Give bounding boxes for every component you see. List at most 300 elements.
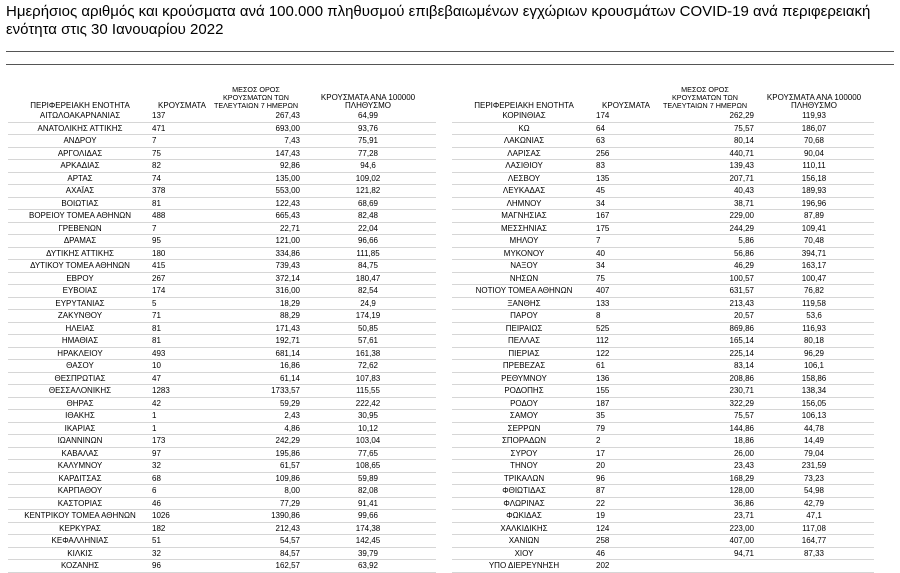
per100k-cell: 24,9 bbox=[300, 297, 436, 310]
region-cell: ΡΟΔΟΥ bbox=[452, 397, 596, 410]
region-cell: ΞΑΝΘΗΣ bbox=[452, 297, 596, 310]
header-cases: ΚΡΟΥΣΜΑΤΑ bbox=[602, 101, 650, 110]
avg7-cell: 1733,57 bbox=[212, 385, 300, 398]
table-row bbox=[452, 172, 874, 185]
table-row bbox=[452, 285, 874, 298]
per100k-cell: 180,47 bbox=[300, 272, 436, 285]
avg7-cell: 1390,86 bbox=[212, 510, 300, 523]
cases-cell: 7 bbox=[152, 222, 212, 235]
avg7-cell: 59,29 bbox=[212, 397, 300, 410]
per100k-cell: 39,79 bbox=[300, 547, 436, 560]
cases-cell: 22 bbox=[596, 497, 656, 510]
avg7-cell: 195,86 bbox=[212, 447, 300, 460]
cases-cell: 95 bbox=[152, 235, 212, 248]
table-row bbox=[8, 235, 436, 248]
avg7-cell: 56,86 bbox=[656, 247, 754, 260]
region-cell: ΝΟΤΙΟΥ ΤΟΜΕΑ ΑΘΗΝΩΝ bbox=[452, 285, 596, 298]
per100k-cell: 107,83 bbox=[300, 372, 436, 385]
region-cell: ΠΙΕΡΙΑΣ bbox=[452, 347, 596, 360]
cases-cell: 187 bbox=[596, 397, 656, 410]
left-table bbox=[8, 86, 436, 573]
table-row bbox=[8, 110, 436, 122]
per100k-cell: 121,82 bbox=[300, 185, 436, 198]
cases-cell: 174 bbox=[596, 110, 656, 122]
region-cell: ΖΑΚΥΝΘΟΥ bbox=[8, 310, 152, 323]
table-row bbox=[8, 497, 436, 510]
per100k-cell: 64,99 bbox=[300, 110, 436, 122]
per100k-cell: 70,68 bbox=[754, 135, 874, 148]
per100k-cell: 222,42 bbox=[300, 397, 436, 410]
cases-cell: 71 bbox=[152, 310, 212, 323]
region-cell: ΦΛΩΡΙΝΑΣ bbox=[452, 497, 596, 510]
region-cell: ΠΡΕΒΕΖΑΣ bbox=[452, 360, 596, 373]
region-cell: ΤΗΝΟΥ bbox=[452, 460, 596, 473]
region-cell: ΑΝΔΡΟΥ bbox=[8, 135, 152, 148]
cases-cell: 45 bbox=[596, 185, 656, 198]
avg7-cell: 242,29 bbox=[212, 435, 300, 448]
per100k-cell: 108,65 bbox=[300, 460, 436, 473]
avg7-cell: 144,86 bbox=[656, 422, 754, 435]
table-row bbox=[8, 460, 436, 473]
cases-cell: 61 bbox=[596, 360, 656, 373]
avg7-cell: 16,86 bbox=[212, 360, 300, 373]
region-cell: ΙΘΑΚΗΣ bbox=[8, 410, 152, 423]
per100k-cell: 156,18 bbox=[754, 172, 874, 185]
region-cell: ΛΕΣΒΟΥ bbox=[452, 172, 596, 185]
table-row bbox=[452, 122, 874, 135]
per100k-cell bbox=[754, 560, 874, 573]
avg7-cell: 40,43 bbox=[656, 185, 754, 198]
region-cell: ΜΗΛΟΥ bbox=[452, 235, 596, 248]
avg7-cell: 681,14 bbox=[212, 347, 300, 360]
per100k-cell: 164,77 bbox=[754, 535, 874, 548]
avg7-cell: 665,43 bbox=[212, 210, 300, 223]
cases-cell: 7 bbox=[152, 135, 212, 148]
table-row bbox=[452, 460, 874, 473]
region-cell: ΡΟΔΟΠΗΣ bbox=[452, 385, 596, 398]
table-row bbox=[8, 260, 436, 273]
region-cell: ΕΥΡΥΤΑΝΙΑΣ bbox=[8, 297, 152, 310]
avg7-cell: 267,43 bbox=[212, 110, 300, 122]
avg7-cell: 7,43 bbox=[212, 135, 300, 148]
avg7-cell: 94,71 bbox=[656, 547, 754, 560]
avg7-cell: 54,57 bbox=[212, 535, 300, 548]
region-cell: ΛΑΣΙΘΙΟΥ bbox=[452, 160, 596, 173]
table-row bbox=[8, 285, 436, 298]
table-row bbox=[8, 522, 436, 535]
avg7-cell: 38,71 bbox=[656, 197, 754, 210]
table-row bbox=[8, 547, 436, 560]
cases-cell: 1 bbox=[152, 422, 212, 435]
avg7-cell: 262,29 bbox=[656, 110, 754, 122]
cases-cell: 378 bbox=[152, 185, 212, 198]
table-row bbox=[8, 122, 436, 135]
cases-cell: 493 bbox=[152, 347, 212, 360]
table-row bbox=[452, 335, 874, 348]
region-cell: ΦΩΚΙΔΑΣ bbox=[452, 510, 596, 523]
region-cell: ΑΝΑΤΟΛΙΚΗΣ ΑΤΤΙΚΗΣ bbox=[8, 122, 152, 135]
table-row bbox=[452, 547, 874, 560]
region-cell: ΣΠΟΡΑΔΩΝ bbox=[452, 435, 596, 448]
table-row bbox=[452, 322, 874, 335]
per100k-cell: 99,66 bbox=[300, 510, 436, 523]
region-cell: ΔΥΤΙΚΟΥ ΤΟΜΕΑ ΑΘΗΝΩΝ bbox=[8, 260, 152, 273]
region-cell: ΛΗΜΝΟΥ bbox=[452, 197, 596, 210]
region-cell: ΕΥΒΟΙΑΣ bbox=[8, 285, 152, 298]
table-row bbox=[452, 385, 874, 398]
table-row bbox=[8, 560, 436, 573]
per100k-cell: 161,38 bbox=[300, 347, 436, 360]
region-cell: ΚΑΣΤΟΡΙΑΣ bbox=[8, 497, 152, 510]
cases-cell: 1283 bbox=[152, 385, 212, 398]
avg7-cell: 88,29 bbox=[212, 310, 300, 323]
avg7-cell: 109,86 bbox=[212, 472, 300, 485]
per100k-cell: 231,59 bbox=[754, 460, 874, 473]
region-cell: ΙΚΑΡΙΑΣ bbox=[8, 422, 152, 435]
region-cell: ΛΑΡΙΣΑΣ bbox=[452, 147, 596, 160]
table-row bbox=[8, 322, 436, 335]
table-row bbox=[8, 397, 436, 410]
per100k-cell: 91,41 bbox=[300, 497, 436, 510]
per100k-cell: 100,47 bbox=[754, 272, 874, 285]
per100k-cell: 72,62 bbox=[300, 360, 436, 373]
avg7-cell: 18,29 bbox=[212, 297, 300, 310]
right-table bbox=[452, 86, 874, 573]
per100k-cell: 115,55 bbox=[300, 385, 436, 398]
cases-cell: 133 bbox=[596, 297, 656, 310]
cases-cell: 256 bbox=[596, 147, 656, 160]
per100k-cell: 68,69 bbox=[300, 197, 436, 210]
header-per100k: ΚΡΟΥΣΜΑΤΑ ΑΝΑ 100000 ΠΛΗΘΥΣΜΟ bbox=[766, 93, 862, 110]
region-cell: ΤΡΙΚΑΛΩΝ bbox=[452, 472, 596, 485]
region-cell: ΘΗΡΑΣ bbox=[8, 397, 152, 410]
cases-cell: 75 bbox=[596, 272, 656, 285]
table-row bbox=[8, 247, 436, 260]
avg7-cell: 631,57 bbox=[656, 285, 754, 298]
table-row bbox=[452, 435, 874, 448]
table-row bbox=[8, 422, 436, 435]
cases-cell: 10 bbox=[152, 360, 212, 373]
avg7-cell: 77,29 bbox=[212, 497, 300, 510]
per100k-cell: 174,19 bbox=[300, 310, 436, 323]
table-row bbox=[452, 397, 874, 410]
cases-cell: 173 bbox=[152, 435, 212, 448]
avg7-cell: 23,71 bbox=[656, 510, 754, 523]
avg7-cell: 128,00 bbox=[656, 485, 754, 498]
avg7-cell: 223,00 bbox=[656, 522, 754, 535]
header-per100k: ΚΡΟΥΣΜΑΤΑ ΑΝΑ 100000 ΠΛΗΘΥΣΜΟ bbox=[320, 93, 416, 110]
per100k-cell: 93,76 bbox=[300, 122, 436, 135]
per100k-cell: 196,96 bbox=[754, 197, 874, 210]
per100k-cell: 44,78 bbox=[754, 422, 874, 435]
region-cell: ΧΑΝΙΩΝ bbox=[452, 535, 596, 548]
avg7-cell: 61,14 bbox=[212, 372, 300, 385]
avg7-cell: 2,43 bbox=[212, 410, 300, 423]
table-row bbox=[8, 410, 436, 423]
avg7-cell: 334,86 bbox=[212, 247, 300, 260]
avg7-cell: 83,14 bbox=[656, 360, 754, 373]
header-region: ΠΕΡΙΦΕΡΕΙΑΚΗ ΕΝΟΤΗΤΑ bbox=[30, 101, 130, 110]
cases-cell: 46 bbox=[596, 547, 656, 560]
per100k-cell: 138,34 bbox=[754, 385, 874, 398]
cases-cell: 182 bbox=[152, 522, 212, 535]
per100k-cell: 142,45 bbox=[300, 535, 436, 548]
cases-cell: 135 bbox=[596, 172, 656, 185]
cases-cell: 488 bbox=[152, 210, 212, 223]
per100k-cell: 96,29 bbox=[754, 347, 874, 360]
cases-cell: 20 bbox=[596, 460, 656, 473]
per100k-cell: 119,93 bbox=[754, 110, 874, 122]
right-table-body bbox=[452, 110, 874, 572]
region-cell: ΣΥΡΟΥ bbox=[452, 447, 596, 460]
region-cell: ΓΡΕΒΕΝΩΝ bbox=[8, 222, 152, 235]
per100k-cell: 77,28 bbox=[300, 147, 436, 160]
per100k-cell: 82,48 bbox=[300, 210, 436, 223]
table-row bbox=[8, 485, 436, 498]
table-row bbox=[8, 310, 436, 323]
avg7-cell: 229,00 bbox=[656, 210, 754, 223]
table-row bbox=[452, 235, 874, 248]
per100k-cell: 186,07 bbox=[754, 122, 874, 135]
region-cell: ΗΡΑΚΛΕΙΟΥ bbox=[8, 347, 152, 360]
table-row bbox=[8, 272, 436, 285]
table-row bbox=[8, 447, 436, 460]
cases-cell: 63 bbox=[596, 135, 656, 148]
per100k-cell: 163,17 bbox=[754, 260, 874, 273]
avg7-cell: 225,14 bbox=[656, 347, 754, 360]
cases-cell: 1026 bbox=[152, 510, 212, 523]
per100k-cell: 116,93 bbox=[754, 322, 874, 335]
avg7-cell: 171,43 bbox=[212, 322, 300, 335]
table-row bbox=[8, 335, 436, 348]
per100k-cell: 80,18 bbox=[754, 335, 874, 348]
table-row bbox=[8, 172, 436, 185]
table-row bbox=[452, 372, 874, 385]
cases-cell: 81 bbox=[152, 335, 212, 348]
header-avg7: ΜΕΣΟΣ ΟΡΟΣ ΚΡΟΥΣΜΑΤΩΝ ΤΩΝ ΤΕΛΕΥΤΑΙΩΝ 7 ΗΜΕΡΩΝ bbox=[213, 85, 299, 110]
region-cell: ΔΡΑΜΑΣ bbox=[8, 235, 152, 248]
region-cell: ΚΕΡΚΥΡΑΣ bbox=[8, 522, 152, 535]
cases-cell: 5 bbox=[152, 297, 212, 310]
per100k-cell: 158,86 bbox=[754, 372, 874, 385]
region-cell: ΘΕΣΣΑΛΟΝΙΚΗΣ bbox=[8, 385, 152, 398]
table-row bbox=[452, 410, 874, 423]
table-row bbox=[8, 360, 436, 373]
per100k-cell: 30,95 bbox=[300, 410, 436, 423]
region-cell: ΚΑΡΔΙΤΣΑΣ bbox=[8, 472, 152, 485]
region-cell: ΝΑΞΟΥ bbox=[452, 260, 596, 273]
avg7-cell: 207,71 bbox=[656, 172, 754, 185]
cases-cell: 46 bbox=[152, 497, 212, 510]
cases-cell: 167 bbox=[596, 210, 656, 223]
region-cell: ΚΑΛΥΜΝΟΥ bbox=[8, 460, 152, 473]
region-cell: ΚΑΡΠΑΘΟΥ bbox=[8, 485, 152, 498]
cases-cell: 267 bbox=[152, 272, 212, 285]
cases-cell: 96 bbox=[596, 472, 656, 485]
table-row bbox=[452, 510, 874, 523]
cases-cell: 64 bbox=[596, 122, 656, 135]
cases-cell: 32 bbox=[152, 547, 212, 560]
avg7-cell bbox=[656, 560, 754, 573]
table-row bbox=[452, 447, 874, 460]
cases-cell: 258 bbox=[596, 535, 656, 548]
region-cell: ΑΡΤΑΣ bbox=[8, 172, 152, 185]
avg7-cell: 100,57 bbox=[656, 272, 754, 285]
per100k-cell: 109,02 bbox=[300, 172, 436, 185]
cases-cell: 97 bbox=[152, 447, 212, 460]
region-cell: ΚΩ bbox=[452, 122, 596, 135]
avg7-cell: 18,86 bbox=[656, 435, 754, 448]
table-row bbox=[452, 272, 874, 285]
cases-cell: 34 bbox=[596, 197, 656, 210]
cases-cell: 8 bbox=[596, 310, 656, 323]
cases-cell: 35 bbox=[596, 410, 656, 423]
table-row bbox=[452, 422, 874, 435]
avg7-cell: 553,00 bbox=[212, 185, 300, 198]
cases-cell: 136 bbox=[596, 372, 656, 385]
avg7-cell: 121,00 bbox=[212, 235, 300, 248]
cases-cell: 7 bbox=[596, 235, 656, 248]
region-cell: ΦΘΙΩΤΙΔΑΣ bbox=[452, 485, 596, 498]
per100k-cell: 76,82 bbox=[754, 285, 874, 298]
avg7-cell: 168,29 bbox=[656, 472, 754, 485]
per100k-cell: 57,61 bbox=[300, 335, 436, 348]
per100k-cell: 42,79 bbox=[754, 497, 874, 510]
per100k-cell: 70,48 bbox=[754, 235, 874, 248]
region-cell: ΑΡΓΟΛΙΔΑΣ bbox=[8, 147, 152, 160]
avg7-cell: 36,86 bbox=[656, 497, 754, 510]
avg7-cell: 212,43 bbox=[212, 522, 300, 535]
region-cell: ΘΕΣΠΡΩΤΙΑΣ bbox=[8, 372, 152, 385]
per100k-cell: 10,12 bbox=[300, 422, 436, 435]
cases-cell: 415 bbox=[152, 260, 212, 273]
per100k-cell: 111,85 bbox=[300, 247, 436, 260]
region-cell: ΜΕΣΣΗΝΙΑΣ bbox=[452, 222, 596, 235]
avg7-cell: 440,71 bbox=[656, 147, 754, 160]
table-row bbox=[452, 222, 874, 235]
region-cell: ΒΟΙΩΤΙΑΣ bbox=[8, 197, 152, 210]
table-row bbox=[452, 310, 874, 323]
per100k-cell: 75,91 bbox=[300, 135, 436, 148]
table-row bbox=[452, 347, 874, 360]
region-cell: ΑΡΚΑΔΙΑΣ bbox=[8, 160, 152, 173]
region-cell: ΚΟΖΑΝΗΣ bbox=[8, 560, 152, 573]
region-cell: ΗΜΑΘΙΑΣ bbox=[8, 335, 152, 348]
cases-cell: 17 bbox=[596, 447, 656, 460]
table-row bbox=[8, 197, 436, 210]
header-cases: ΚΡΟΥΣΜΑΤΑ bbox=[158, 101, 206, 110]
cases-cell: 83 bbox=[596, 160, 656, 173]
region-cell: ΣΑΜΟΥ bbox=[452, 410, 596, 423]
table-row bbox=[8, 372, 436, 385]
table-row bbox=[452, 560, 874, 573]
avg7-cell: 208,86 bbox=[656, 372, 754, 385]
per100k-cell: 53,6 bbox=[754, 310, 874, 323]
region-cell: ΕΒΡΟΥ bbox=[8, 272, 152, 285]
region-cell: ΚΟΡΙΝΘΙΑΣ bbox=[452, 110, 596, 122]
cases-cell: 137 bbox=[152, 110, 212, 122]
table-row bbox=[452, 260, 874, 273]
table-row bbox=[8, 510, 436, 523]
avg7-cell: 80,14 bbox=[656, 135, 754, 148]
avg7-cell: 61,57 bbox=[212, 460, 300, 473]
cases-cell: 6 bbox=[152, 485, 212, 498]
cases-cell: 87 bbox=[596, 485, 656, 498]
per100k-cell: 47,1 bbox=[754, 510, 874, 523]
per100k-cell: 54,98 bbox=[754, 485, 874, 498]
avg7-cell: 122,43 bbox=[212, 197, 300, 210]
table-row bbox=[452, 147, 874, 160]
per100k-cell: 189,93 bbox=[754, 185, 874, 198]
per100k-cell: 79,04 bbox=[754, 447, 874, 460]
avg7-cell: 230,71 bbox=[656, 385, 754, 398]
avg7-cell: 316,00 bbox=[212, 285, 300, 298]
table-row bbox=[8, 472, 436, 485]
region-cell: ΛΑΚΩΝΙΑΣ bbox=[452, 135, 596, 148]
region-cell: ΥΠΟ ΔΙΕΡΕΥΝΗΣΗ bbox=[452, 560, 596, 573]
table-row bbox=[452, 360, 874, 373]
per100k-cell: 90,04 bbox=[754, 147, 874, 160]
per100k-cell: 14,49 bbox=[754, 435, 874, 448]
per100k-cell: 22,04 bbox=[300, 222, 436, 235]
cases-cell: 34 bbox=[596, 260, 656, 273]
cases-cell: 42 bbox=[152, 397, 212, 410]
avg7-cell: 147,43 bbox=[212, 147, 300, 160]
table-row bbox=[8, 135, 436, 148]
per100k-cell: 103,04 bbox=[300, 435, 436, 448]
avg7-cell: 23,43 bbox=[656, 460, 754, 473]
region-cell: ΑΧΑΪΑΣ bbox=[8, 185, 152, 198]
table-row bbox=[452, 185, 874, 198]
per100k-cell: 87,33 bbox=[754, 547, 874, 560]
region-cell: ΘΑΣΟΥ bbox=[8, 360, 152, 373]
table-row bbox=[452, 485, 874, 498]
avg7-cell: 92,86 bbox=[212, 160, 300, 173]
left-table-body bbox=[8, 110, 436, 572]
region-cell: ΔΥΤΙΚΗΣ ΑΤΤΙΚΗΣ bbox=[8, 247, 152, 260]
cases-cell: 51 bbox=[152, 535, 212, 548]
per100k-cell: 50,85 bbox=[300, 322, 436, 335]
cases-cell: 155 bbox=[596, 385, 656, 398]
region-cell: ΝΗΣΩΝ bbox=[452, 272, 596, 285]
avg7-cell: 75,57 bbox=[656, 122, 754, 135]
table-row bbox=[8, 210, 436, 223]
cases-cell: 112 bbox=[596, 335, 656, 348]
cases-cell: 47 bbox=[152, 372, 212, 385]
cases-cell: 74 bbox=[152, 172, 212, 185]
region-cell: ΙΩΑΝΝΙΝΩΝ bbox=[8, 435, 152, 448]
per100k-cell: 63,92 bbox=[300, 560, 436, 573]
avg7-cell: 372,14 bbox=[212, 272, 300, 285]
table-row bbox=[8, 535, 436, 548]
per100k-cell: 117,08 bbox=[754, 522, 874, 535]
cases-cell: 471 bbox=[152, 122, 212, 135]
per100k-cell: 73,23 bbox=[754, 472, 874, 485]
avg7-cell: 165,14 bbox=[656, 335, 754, 348]
table-row bbox=[452, 135, 874, 148]
per100k-cell: 109,41 bbox=[754, 222, 874, 235]
per100k-cell: 77,65 bbox=[300, 447, 436, 460]
top-divider bbox=[6, 51, 894, 52]
cases-cell: 40 bbox=[596, 247, 656, 260]
cases-cell: 1 bbox=[152, 410, 212, 423]
avg7-cell: 693,00 bbox=[212, 122, 300, 135]
avg7-cell: 192,71 bbox=[212, 335, 300, 348]
cases-cell: 19 bbox=[596, 510, 656, 523]
table-row bbox=[452, 160, 874, 173]
cases-cell: 75 bbox=[152, 147, 212, 160]
cases-cell: 175 bbox=[596, 222, 656, 235]
